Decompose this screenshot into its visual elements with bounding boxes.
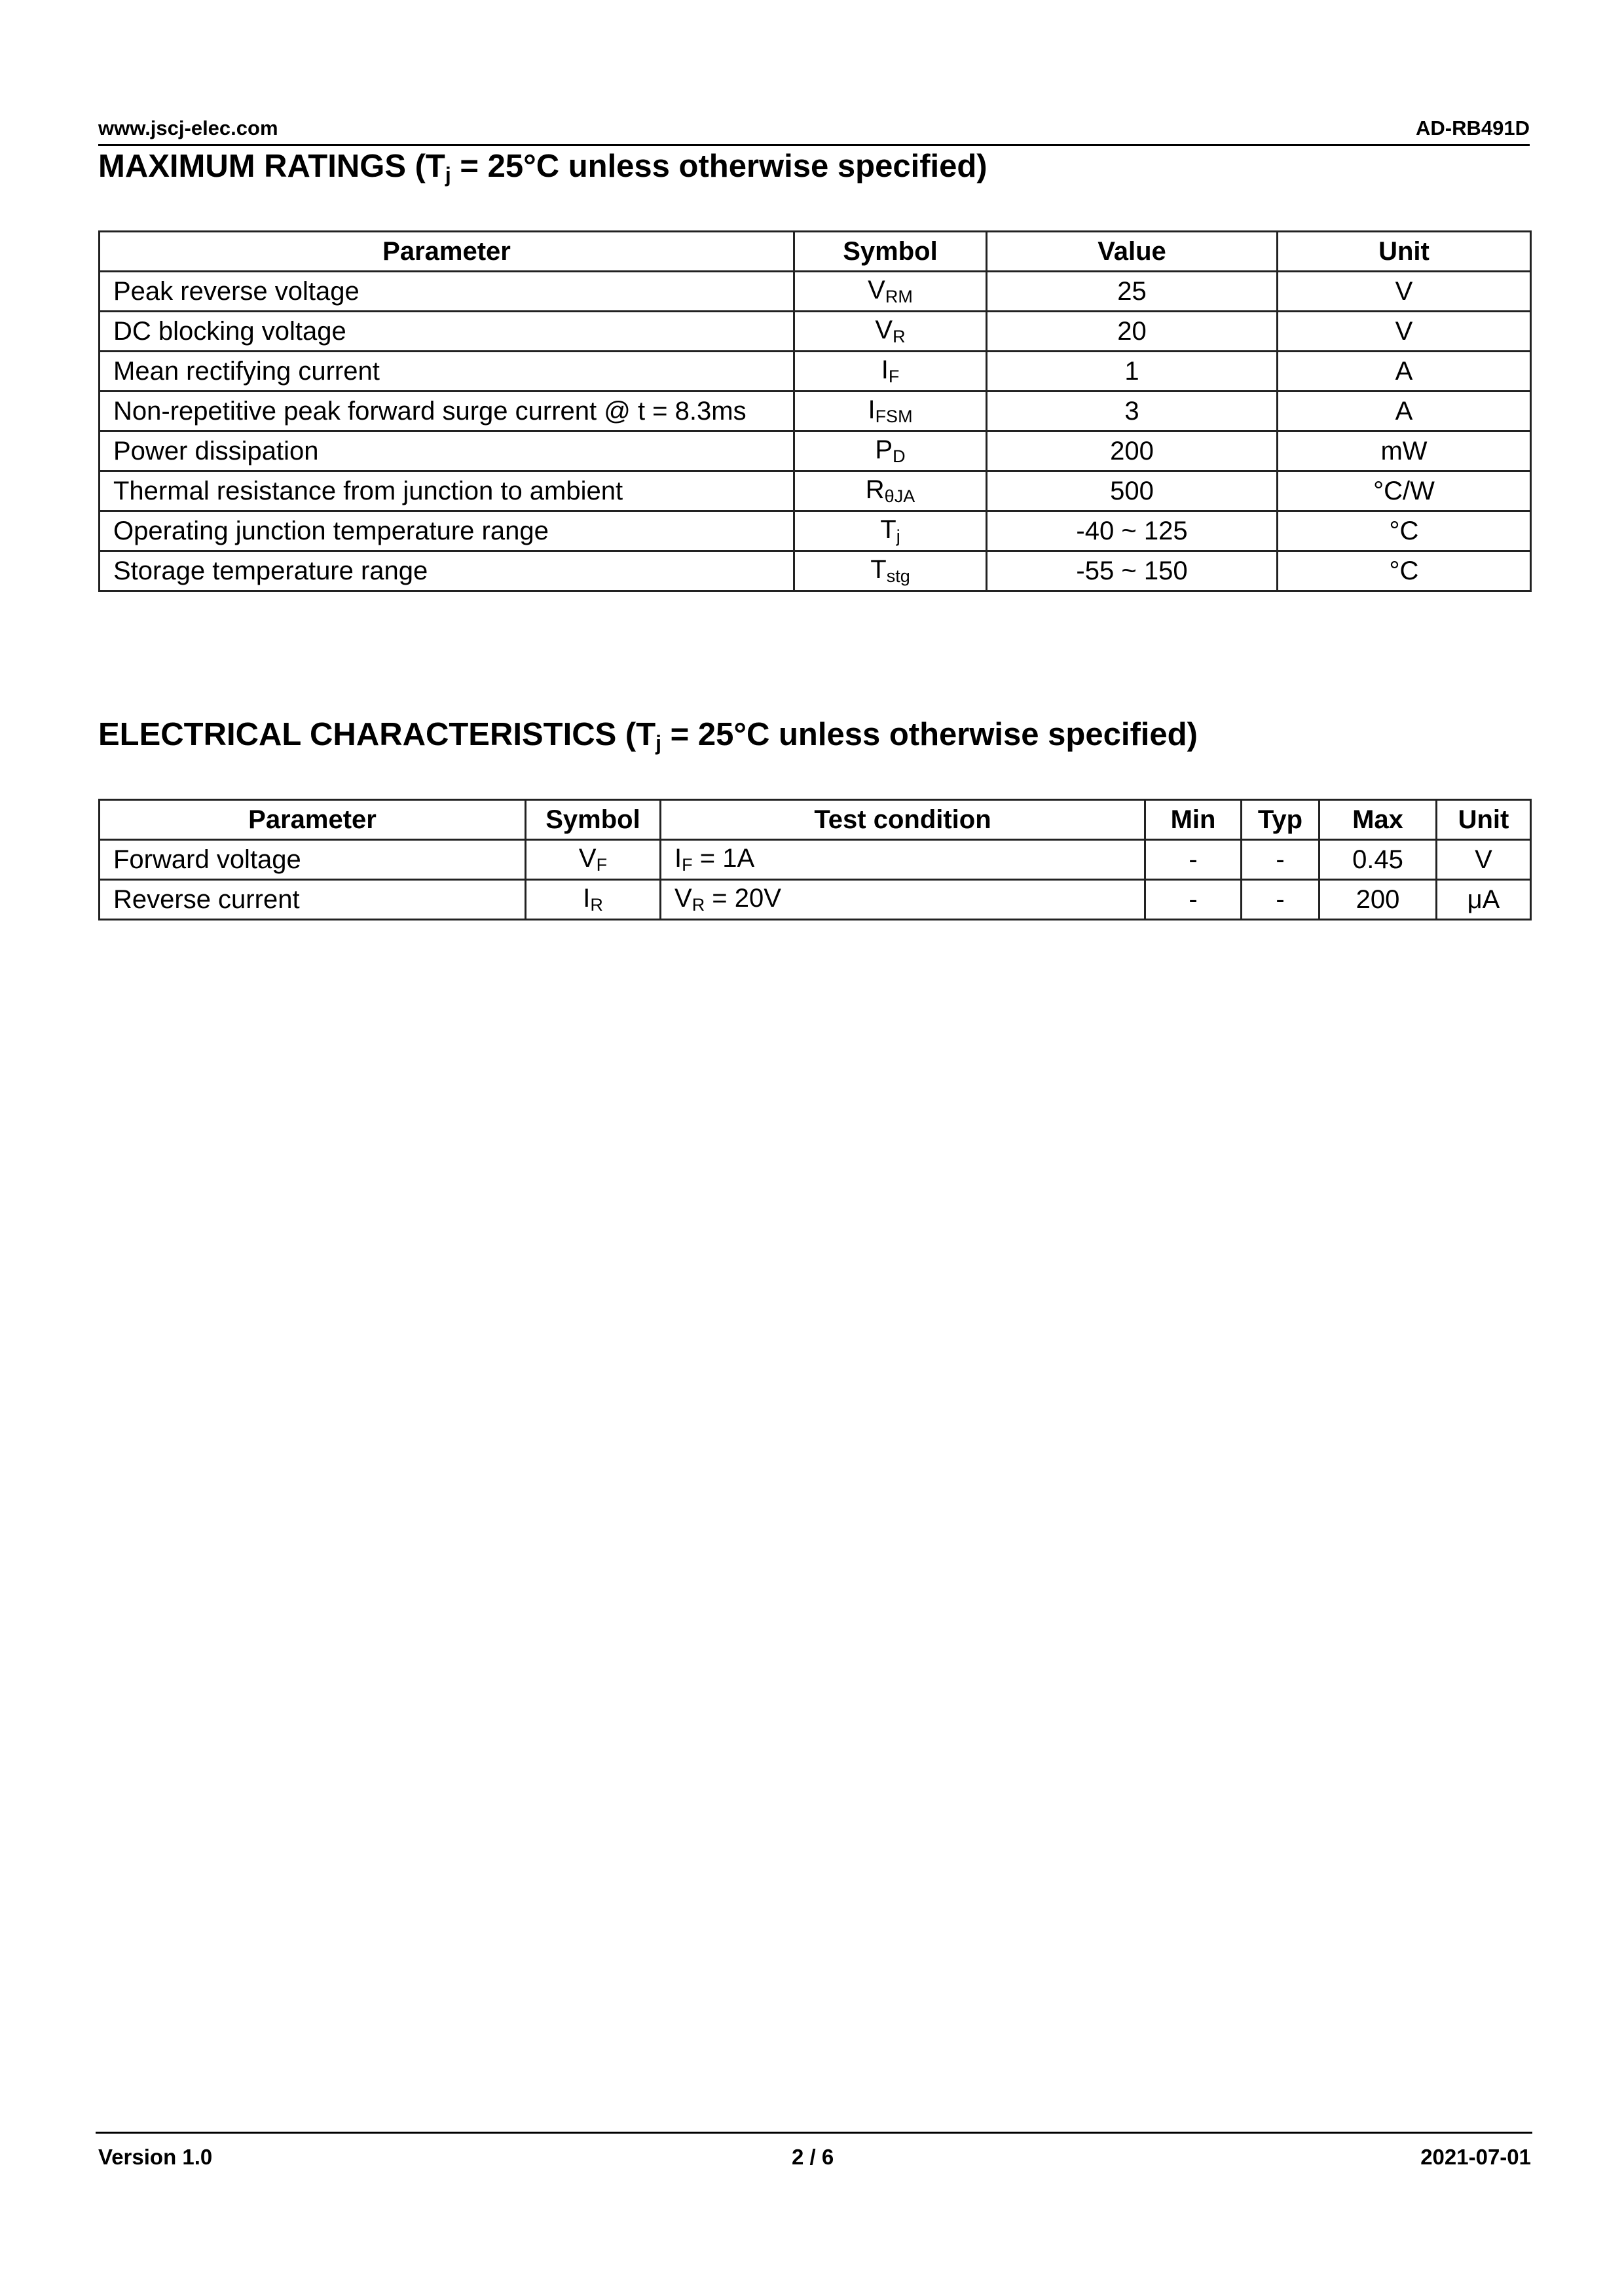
- unit-cell: V: [1278, 312, 1531, 352]
- parameter-cell: Reverse current: [100, 880, 526, 920]
- page-header: [98, 117, 1530, 146]
- typ-cell: -: [1242, 880, 1320, 920]
- symbol-cell: $V_{RM}$: [794, 272, 987, 312]
- column-header: Min: [1145, 800, 1242, 840]
- column-header: Symbol: [794, 232, 987, 272]
- value-cell: 1: [987, 352, 1278, 392]
- max-cell: 0.45: [1320, 840, 1437, 880]
- unit-cell: V: [1278, 272, 1531, 312]
- table-row: [100, 272, 1531, 312]
- unit-cell: °C: [1278, 551, 1531, 591]
- website-link[interactable]: www.jscj-elec.com: [98, 117, 278, 139]
- min-cell: -: [1145, 880, 1242, 920]
- max-cell: 200: [1320, 880, 1437, 920]
- electrical-characteristics-table: [98, 799, 1532, 920]
- parameter-cell: Power dissipation: [100, 431, 794, 471]
- column-header: Value: [987, 232, 1278, 272]
- symbol-cell: $V_R$: [794, 312, 987, 352]
- unit-cell: A: [1278, 352, 1531, 392]
- typ-cell: -: [1242, 840, 1320, 880]
- table-row: [100, 392, 1531, 431]
- unit-cell: °C: [1278, 511, 1531, 551]
- symbol-cell: $I_F$: [794, 352, 987, 392]
- unit-cell: °C/W: [1278, 471, 1531, 511]
- column-header: Parameter: [100, 800, 526, 840]
- column-header: Unit: [1278, 232, 1531, 272]
- value-cell: 200: [987, 431, 1278, 471]
- value-cell: -40 ~ 125: [987, 511, 1278, 551]
- parameter-cell: Forward voltage: [100, 840, 526, 880]
- table-row: [100, 880, 1531, 920]
- table-header-row: [100, 800, 1531, 840]
- version-label: Version 1.0: [98, 2145, 213, 2169]
- column-header: Typ: [1242, 800, 1320, 840]
- unit-cell: mW: [1278, 431, 1531, 471]
- column-header: Max: [1320, 800, 1437, 840]
- parameter-cell: Peak reverse voltage: [100, 272, 794, 312]
- table-row: [100, 352, 1531, 392]
- parameter-cell: Mean rectifying current: [100, 352, 794, 392]
- symbol-cell: $I_{FSM}$: [794, 392, 987, 431]
- table-header-row: [100, 232, 1531, 272]
- value-cell: 500: [987, 471, 1278, 511]
- max-ratings-title: MAXIMUM RATINGS ($T_j = 25^\circ C$ unless otherwise specified): [98, 149, 987, 187]
- test-condition-cell: $V_R = 20V$: [661, 880, 1145, 920]
- value-cell: 3: [987, 392, 1278, 431]
- symbol-cell: $I_R$: [526, 880, 661, 920]
- min-cell: -: [1145, 840, 1242, 880]
- test-condition-cell: $I_F = 1A$: [661, 840, 1145, 880]
- part-number: AD-RB491D: [1416, 117, 1530, 139]
- max-ratings-table: [98, 230, 1532, 592]
- table-row: [100, 551, 1531, 591]
- parameter-cell: Storage temperature range: [100, 551, 794, 591]
- unit-cell: A: [1278, 392, 1531, 431]
- column-header: Parameter: [100, 232, 794, 272]
- symbol-cell: $R_{\theta JA}$: [794, 471, 987, 511]
- electrical-characteristics-title: ELECTRICAL CHARACTERISTICS ($T_j = 25^\circ C$ unless otherwise specified): [98, 717, 1198, 755]
- table-row: [100, 471, 1531, 511]
- table-row: [100, 840, 1531, 880]
- symbol-cell: $V_F$: [526, 840, 661, 880]
- table-row: [100, 511, 1531, 551]
- page-footer: [96, 2132, 1532, 2173]
- parameter-cell: Operating junction temperature range: [100, 511, 794, 551]
- symbol-cell: $T_j$: [794, 511, 987, 551]
- table-row: [100, 431, 1531, 471]
- value-cell: 20: [987, 312, 1278, 352]
- parameter-cell: Thermal resistance from junction to ambient: [100, 471, 794, 511]
- page-number: 2 / 6: [792, 2145, 834, 2169]
- parameter-cell: Non-repetitive peak forward surge current @ t = 8.3ms: [100, 392, 794, 431]
- column-header: Test condition: [661, 800, 1145, 840]
- column-header: Unit: [1437, 800, 1531, 840]
- unit-cell: μA: [1437, 880, 1531, 920]
- unit-cell: V: [1437, 840, 1531, 880]
- column-header: Symbol: [526, 800, 661, 840]
- document-date: 2021-07-01: [1420, 2145, 1531, 2169]
- symbol-cell: $T_{stg}$: [794, 551, 987, 591]
- value-cell: -55 ~ 150: [987, 551, 1278, 591]
- symbol-cell: $P_D$: [794, 431, 987, 471]
- parameter-cell: DC blocking voltage: [100, 312, 794, 352]
- table-row: [100, 312, 1531, 352]
- value-cell: 25: [987, 272, 1278, 312]
